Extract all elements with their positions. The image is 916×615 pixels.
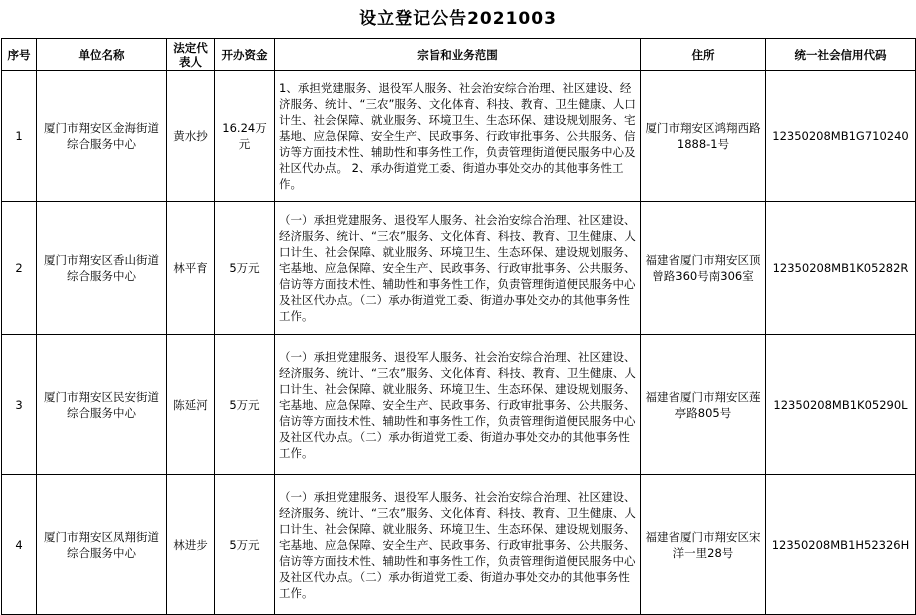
address: 福建省厦门市翔安区莲亭路805号 <box>641 335 766 475</box>
funds: 5万元 <box>215 202 275 335</box>
header-credit-code: 统一社会信用代码 <box>766 39 916 71</box>
address: 福建省厦门市翔安区顶曾路360号南306室 <box>641 202 766 335</box>
business-scope: （一）承担党建服务、退役军人服务、社会治安综合治理、社区建设、经济服务、统计、“三农”服务、文化体育、科技、教育、卫生健康、人口计生、社会保障、就业服务、环境卫生、生态环保、建设规划服务、宅基地、应急保障、安全生产、民政事务、行政审批事务、公共服务、信访等方面技术性、辅助性和事务性工作，负责管理街道便民服务中心及社区代办点。（二）承办街道党工委、街道办事处交办的其他事务性工作。 <box>275 335 641 475</box>
header-unit-name: 单位名称 <box>37 39 167 71</box>
business-scope: 1、承担党建服务、退役军人服务、社会治安综合治理、社区建设、经济服务、统计、“三农”服务、文化体育、科技、教育、卫生健康、人口计生、社会保障、就业服务、环境卫生、生态环保、建设规划服务、宅基地、应急保障、安全生产、民政事务、行政审批事务、公共服务、信访等方面技术性、辅助性和事务性工作，负责管理街道便民服务中心及社区代办点。 2、承办街道党工委、街道办事处交办的其他事务性工作。 <box>275 71 641 202</box>
header-funds: 开办资金 <box>215 39 275 71</box>
funds: 5万元 <box>215 335 275 475</box>
credit-code: 12350208MB1K05290L <box>766 335 916 475</box>
unit-name: 厦门市翔安区民安街道综合服务中心 <box>37 335 167 475</box>
header-legal-rep: 法定代表人 <box>167 39 215 71</box>
table-row <box>2 202 916 335</box>
row-index: 2 <box>2 202 37 335</box>
credit-code: 12350208MB1G710240 <box>766 71 916 202</box>
legal-rep: 黄水抄 <box>167 71 215 202</box>
table-row <box>2 71 916 202</box>
address: 福建省厦门市翔安区宋洋一里28号 <box>641 475 766 615</box>
table-row <box>2 335 916 475</box>
document-title: 设立登记公告2021003 <box>359 9 557 29</box>
table-header-row <box>2 39 916 71</box>
funds: 5万元 <box>215 475 275 615</box>
business-scope: （一）承担党建服务、退役军人服务、社会治安综合治理、社区建设、经济服务、统计、“三农”服务、文化体育、科技、教育、卫生健康、人口计生、社会保障、就业服务、环境卫生、生态环保、建设规划服务、宅基地、应急保障、安全生产、民政事务、行政审批事务、公共服务、信访等方面技术性、辅助性和事务性工作，负责管理街道便民服务中心及社区代办点。（二）承办街道党工委、街道办事处交办的其他事务性工作。 <box>275 475 641 615</box>
legal-rep: 林进步 <box>167 475 215 615</box>
row-index: 4 <box>2 475 37 615</box>
row-index: 3 <box>2 335 37 475</box>
unit-name: 厦门市翔安区香山街道综合服务中心 <box>37 202 167 335</box>
legal-rep: 陈延河 <box>167 335 215 475</box>
credit-code: 12350208MB1H52326H <box>766 475 916 615</box>
header-scope: 宗旨和业务范围 <box>275 39 641 71</box>
row-index: 1 <box>2 71 37 202</box>
header-index: 序号 <box>2 39 37 71</box>
registration-table <box>1 38 916 615</box>
credit-code: 12350208MB1K05282R <box>766 202 916 335</box>
unit-name: 厦门市翔安区凤翔街道综合服务中心 <box>37 475 167 615</box>
header-address: 住所 <box>641 39 766 71</box>
legal-rep: 林平育 <box>167 202 215 335</box>
unit-name: 厦门市翔安区金海街道综合服务中心 <box>37 71 167 202</box>
table-row <box>2 475 916 615</box>
address: 厦门市翔安区鸿翔西路1888-1号 <box>641 71 766 202</box>
funds: 16.24万元 <box>215 71 275 202</box>
business-scope: （一）承担党建服务、退役军人服务、社会治安综合治理、社区建设、经济服务、统计、“三农”服务、文化体育、科技、教育、卫生健康、人口计生、社会保障、就业服务、环境卫生、生态环保、建设规划服务、宅基地、应急保障、安全生产、民政事务、行政审批事务、公共服务、信访等方面技术性、辅助性和事务性工作，负责管理街道便民服务中心及社区代办点。（二）承办街道党工委、街道办事处交办的其他事务性工作。 <box>275 202 641 335</box>
